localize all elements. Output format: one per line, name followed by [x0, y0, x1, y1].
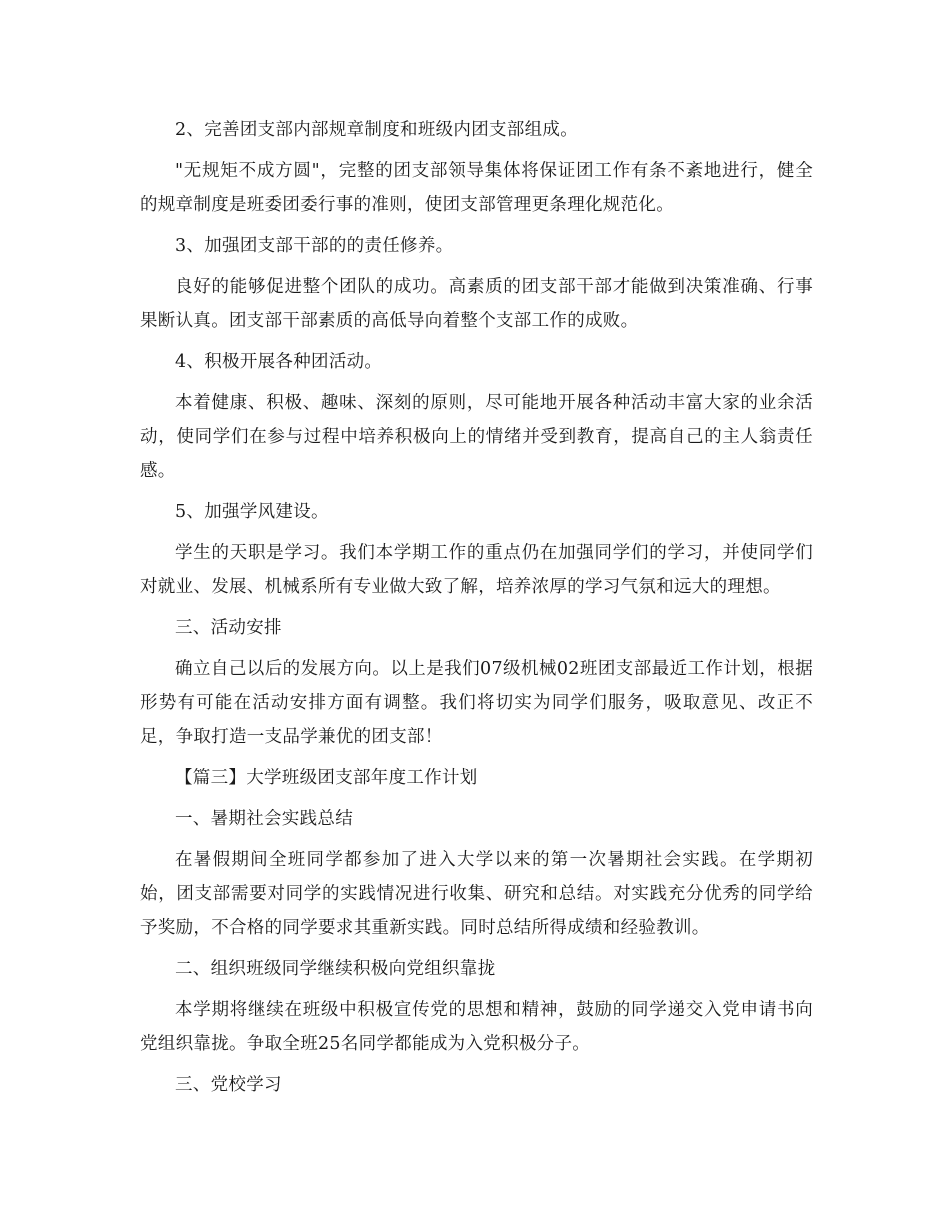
paragraph: 良好的能够促进整个团队的成功。高素质的团支部干部才能做到决策准确、行事果断认真。团支部干部素质的高低导向着整个支部工作的成败。	[140, 277, 813, 331]
paragraph: "无规矩不成方圆"，完整的团支部领导集体将保证团工作有条不紊地进行，健全的规章制度是班委团委行事的准则，使团支部管理更条理化规范化。	[140, 161, 813, 215]
section-heading: 4、积极开展各种团活动。	[175, 352, 383, 372]
paragraph: 确立自己以后的发展方向。以上是我们07级机械02班团支部最近工作计划，根据形势有可能在活动安排方面有调整。我们将切实为同学们服务，吸取意见、改正不足，争取打造一支品学兼优的团支部！	[140, 659, 813, 747]
paragraph: 学生的天职是学习。我们本学期工作的重点仍在加强同学们的学习，并使同学们对就业、发展、机械系所有专业做大致了解，培养浓厚的学习气氛和远大的理想。	[140, 543, 813, 597]
paragraph: 本着健康、积极、趣味、深刻的原则，尽可能地开展各种活动丰富大家的业余活动，使同学们在参与过程中培养积极向上的情绪并受到教育，提高自己的主人翁责任感。	[140, 393, 813, 481]
section-heading: 2、完善团支部内部规章制度和班级内团支部组成。	[175, 120, 579, 140]
section-heading: 三、活动安排	[175, 618, 282, 638]
paragraph: 本学期将继续在班级中积极宣传党的思想和精神，鼓励的同学递交入党申请书向党组织靠拢。争取全班25名同学都能成为入党积极分子。	[140, 1000, 813, 1054]
section-heading: 3、加强团支部干部的的责任修养。	[175, 236, 454, 256]
section-heading: 三、党校学习	[175, 1075, 282, 1095]
paragraph: 在暑假期间全班同学都参加了进入大学以来的第一次暑期社会实践。在学期初始，团支部需要对同学的实践情况进行收集、研究和总结。对实践充分优秀的同学给予奖励，不合格的同学要求其重新实践。同时总结所得成绩和经验教训。	[140, 850, 813, 938]
section-heading: 5、加强学风建设。	[175, 502, 329, 522]
section-heading: 二、组织班级同学继续积极向党组织靠拢	[175, 959, 496, 979]
document-page	[140, 113, 813, 1102]
article-title: 【篇三】大学班级团支部年度工作计划	[175, 768, 478, 788]
section-heading: 一、暑期社会实践总结	[175, 809, 353, 829]
